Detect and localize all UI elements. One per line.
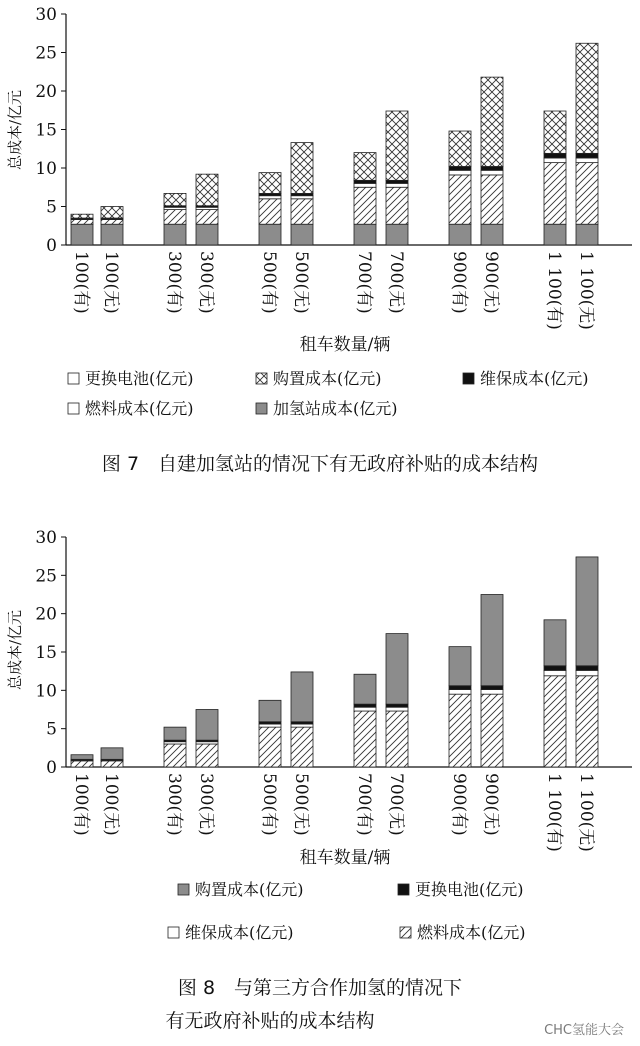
x-tick-label: 900(有) <box>449 251 469 314</box>
bar-segment <box>544 666 566 671</box>
y-axis-label: 总成本/亿元 <box>6 89 24 171</box>
bar-segment <box>576 224 598 245</box>
y-tick-label: 15 <box>35 120 57 141</box>
bar-segment <box>449 166 471 170</box>
bar-segment <box>164 744 186 767</box>
legend-label: 购置成本(亿元) <box>195 880 304 899</box>
y-tick-label: 20 <box>35 604 57 625</box>
bar-segment <box>101 207 123 219</box>
x-tick-label: 300(有) <box>164 251 184 314</box>
bar-segment <box>449 170 471 175</box>
x-tick-label: 700(有) <box>354 773 374 836</box>
bar-segment <box>449 686 471 690</box>
bar-segment <box>354 707 376 711</box>
figure-7-chart <box>0 0 640 500</box>
bar-segment <box>449 690 471 695</box>
legend-swatch <box>68 373 79 384</box>
bar-segment <box>481 170 503 175</box>
legend-swatch <box>168 927 179 938</box>
bar-segment <box>481 686 503 690</box>
bar-segment <box>164 727 186 740</box>
x-tick-label: 100(无) <box>101 251 121 314</box>
bar-segment <box>291 143 313 194</box>
x-tick-label: 900(有) <box>449 773 469 836</box>
bar-segment <box>544 676 566 767</box>
x-tick-label: 900(无) <box>481 251 501 314</box>
bar-segment <box>481 224 503 245</box>
bar-segment <box>576 666 598 671</box>
legend-label: 更换电池(亿元) <box>85 369 194 388</box>
bar-segment <box>481 166 503 170</box>
watermark: CHC氢能大会 <box>544 1023 624 1038</box>
legend-swatch <box>256 403 267 414</box>
bar-segment <box>386 711 408 767</box>
bar-segment <box>481 694 503 767</box>
x-tick-label: 300(无) <box>196 773 216 836</box>
bar-segment <box>259 173 281 194</box>
bar-segment <box>354 224 376 245</box>
bar-segment <box>576 676 598 767</box>
bar-segment <box>291 727 313 767</box>
legend-label: 加氢站成本(亿元) <box>273 399 398 418</box>
x-axis-label: 租车数量/辆 <box>299 848 391 868</box>
bar-segment <box>481 595 503 686</box>
bar-segment <box>576 670 598 675</box>
bar-segment <box>354 153 376 181</box>
bar-segment <box>354 180 376 183</box>
x-tick-label: 300(有) <box>164 773 184 836</box>
bar-segment <box>196 744 218 767</box>
bar-segment <box>544 224 566 245</box>
bar-segment <box>101 748 123 760</box>
bar-segment <box>196 210 218 225</box>
x-tick-label: 100(有) <box>71 251 91 314</box>
bar-segment <box>449 131 471 166</box>
bar-segment <box>576 153 598 158</box>
bar-segment <box>481 175 503 224</box>
legend-label: 燃料成本(亿元) <box>85 399 194 418</box>
bar-segment <box>354 183 376 187</box>
x-tick-label: 1 100(无) <box>576 251 596 330</box>
figure-8-chart <box>0 520 640 1046</box>
bar-segment <box>544 158 566 163</box>
x-axis-label: 租车数量/辆 <box>299 335 391 355</box>
bar-segment <box>544 163 566 225</box>
y-tick-label: 0 <box>46 236 57 256</box>
x-tick-label: 500(有) <box>259 773 279 836</box>
bar-segment <box>196 174 218 206</box>
legend-label: 燃料成本(亿元) <box>417 923 526 942</box>
bar-segment <box>71 224 93 245</box>
bar-segment <box>449 224 471 245</box>
bar-segment <box>164 224 186 245</box>
y-tick-label: 5 <box>46 719 57 740</box>
x-tick-label: 700(有) <box>354 251 374 314</box>
y-tick-label: 0 <box>46 758 57 778</box>
bar-segment <box>101 761 123 767</box>
y-tick-label: 5 <box>46 197 57 218</box>
bar-segment <box>481 77 503 166</box>
bar-segment <box>259 196 281 199</box>
bar-segment <box>291 672 313 722</box>
y-tick-label: 25 <box>35 43 57 64</box>
bar-segment <box>259 700 281 721</box>
legend-swatch <box>68 403 79 414</box>
bar-segment <box>259 199 281 224</box>
y-tick-label: 30 <box>35 528 57 548</box>
y-tick-label: 10 <box>35 681 57 702</box>
bar-segment <box>576 557 598 666</box>
bar-segment <box>196 710 218 741</box>
x-tick-label: 1 100(有) <box>544 773 564 852</box>
figure-8-caption-line1: 图 8 与第三方合作加氢的情况下 <box>177 977 463 999</box>
x-tick-label: 100(有) <box>71 773 91 836</box>
bar-segment <box>386 187 408 224</box>
bar-segment <box>354 711 376 767</box>
bar-segment <box>544 670 566 675</box>
bar-segment <box>101 220 123 225</box>
bar-segment <box>259 724 281 727</box>
bar-segment <box>354 704 376 707</box>
bar-segment <box>291 199 313 224</box>
bar-segment <box>386 111 408 180</box>
x-tick-label: 1 100(有) <box>544 251 564 330</box>
bar-segment <box>576 43 598 153</box>
legend-swatch <box>398 884 409 895</box>
bar-segment <box>71 755 93 760</box>
x-tick-label: 900(无) <box>481 773 501 836</box>
legend-label: 维保成本(亿元) <box>480 369 589 388</box>
bar-segment <box>164 193 186 205</box>
y-tick-label: 10 <box>35 159 57 179</box>
bar-segment <box>291 196 313 199</box>
x-tick-label: 100(无) <box>101 773 121 836</box>
bar-segment <box>386 704 408 707</box>
bar-segment <box>196 224 218 245</box>
x-tick-label: 500(无) <box>291 773 311 836</box>
bar-segment <box>259 727 281 767</box>
bar-segment <box>449 647 471 686</box>
bar-segment <box>354 187 376 224</box>
figure-8-caption-line2: 有无政府补贴的成本结构 <box>165 1010 375 1032</box>
y-tick-label: 15 <box>35 643 57 663</box>
bar-segment <box>386 224 408 245</box>
bar-segment <box>481 690 503 695</box>
legend-swatch <box>463 373 474 384</box>
x-tick-label: 700(无) <box>386 251 406 314</box>
bar-segment <box>576 163 598 225</box>
bar-segment <box>259 224 281 245</box>
x-tick-label: 1 100(无) <box>576 773 596 852</box>
bar-segment <box>291 724 313 727</box>
y-tick-label: 30 <box>35 5 57 25</box>
bar-segment <box>449 175 471 224</box>
bar-segment <box>291 224 313 245</box>
bar-segment <box>354 674 376 704</box>
x-tick-label: 300(无) <box>196 251 216 314</box>
legend-label: 维保成本(亿元) <box>185 923 294 942</box>
bar-segment <box>386 183 408 187</box>
bar-segment <box>544 111 566 153</box>
bar-segment <box>386 707 408 711</box>
bar-segment <box>544 153 566 158</box>
bar-segment <box>164 210 186 225</box>
x-tick-label: 700(无) <box>386 773 406 836</box>
bar-segment <box>71 214 93 218</box>
legend-label: 购置成本(亿元) <box>273 369 382 388</box>
bar-segment <box>71 761 93 767</box>
bar-segment <box>449 694 471 767</box>
legend-label: 更换电池(亿元) <box>415 880 524 899</box>
bar-segment <box>576 158 598 163</box>
bar-segment <box>386 634 408 705</box>
x-tick-label: 500(有) <box>259 251 279 314</box>
legend-swatch <box>178 884 189 895</box>
y-tick-label: 20 <box>35 82 57 102</box>
bar-segment <box>101 224 123 245</box>
bar-segment <box>71 220 93 225</box>
bar-segment <box>386 180 408 183</box>
legend-swatch <box>400 927 411 938</box>
x-tick-label: 500(无) <box>291 251 311 314</box>
figure-7-caption: 图 7 自建加氢站的情况下有无政府补贴的成本结构 <box>101 453 539 475</box>
y-tick-label: 25 <box>35 566 57 587</box>
y-axis-label: 总成本/亿元 <box>6 609 24 691</box>
legend-swatch <box>256 373 267 384</box>
bar-segment <box>544 620 566 666</box>
